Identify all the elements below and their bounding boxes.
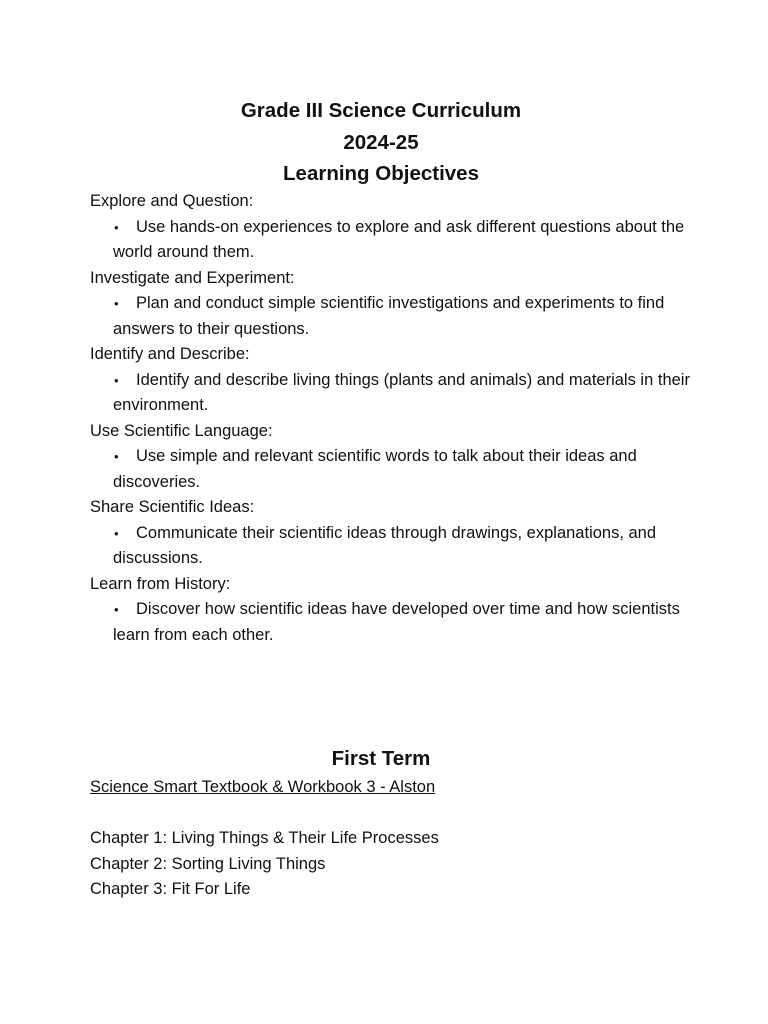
objective-bullet	[90, 291, 710, 342]
objective-bullet	[90, 444, 710, 495]
section-title-learning-objectives: Learning Objectives	[283, 162, 479, 185]
objective-bullet-text: Plan and conduct simple scientific investigations and experiments to find answers to their questions.	[113, 294, 665, 338]
document-title: Grade III Science Curriculum	[240, 99, 522, 122]
objective-bullet-text: Identify and describe living things (plants and animals) and materials in their environment.	[113, 370, 690, 414]
objective-heading: Explore and Question:	[90, 192, 254, 210]
bullet-icon: •	[114, 602, 119, 617]
objective-bullet-text: Discover how scientific ideas have developed over time and how scientists learn from each other.	[113, 600, 680, 644]
bullet-icon: •	[114, 219, 119, 235]
bullet-icon: •	[114, 296, 119, 311]
bullet-icon: •	[114, 449, 119, 464]
objective-bullet-text: Use simple and relevant scientific words to talk about their ideas and discoveries.	[113, 447, 637, 491]
objective-bullet	[90, 368, 710, 419]
objective-bullet-text: Communicate their scientific ideas through drawings, explanations, and discussions.	[113, 523, 657, 567]
chapter-item: Chapter 2: Sorting Living Things	[90, 854, 326, 873]
academic-year: 2024-25	[343, 130, 419, 154]
objective-bullet	[90, 215, 710, 266]
chapter-item: Chapter 1: Living Things & Their Life Processes	[90, 829, 439, 847]
objective-bullet	[90, 521, 710, 572]
chapter-list	[90, 826, 439, 903]
bullet-icon: •	[114, 372, 119, 388]
textbook-title: Science Smart Textbook & Workbook 3 - Alston	[90, 778, 436, 796]
learning-objectives-list	[90, 189, 710, 648]
objective-heading: Learn from History:	[90, 574, 231, 593]
objective-bullet-text: Use hands-on experiences to explore and ask different questions about the world around them.	[113, 217, 685, 261]
bullet-icon: •	[114, 525, 119, 541]
objective-heading: Investigate and Experiment:	[90, 268, 295, 287]
term-heading: First Term	[331, 747, 431, 770]
objective-heading: Use Scientific Language:	[90, 421, 273, 440]
objective-heading: Identify and Describe:	[90, 345, 250, 363]
objective-bullet	[90, 597, 710, 648]
title-block	[0, 95, 762, 190]
chapter-item: Chapter 3: Fit For Life	[90, 880, 251, 898]
objective-heading: Share Scientific Ideas:	[90, 498, 255, 516]
